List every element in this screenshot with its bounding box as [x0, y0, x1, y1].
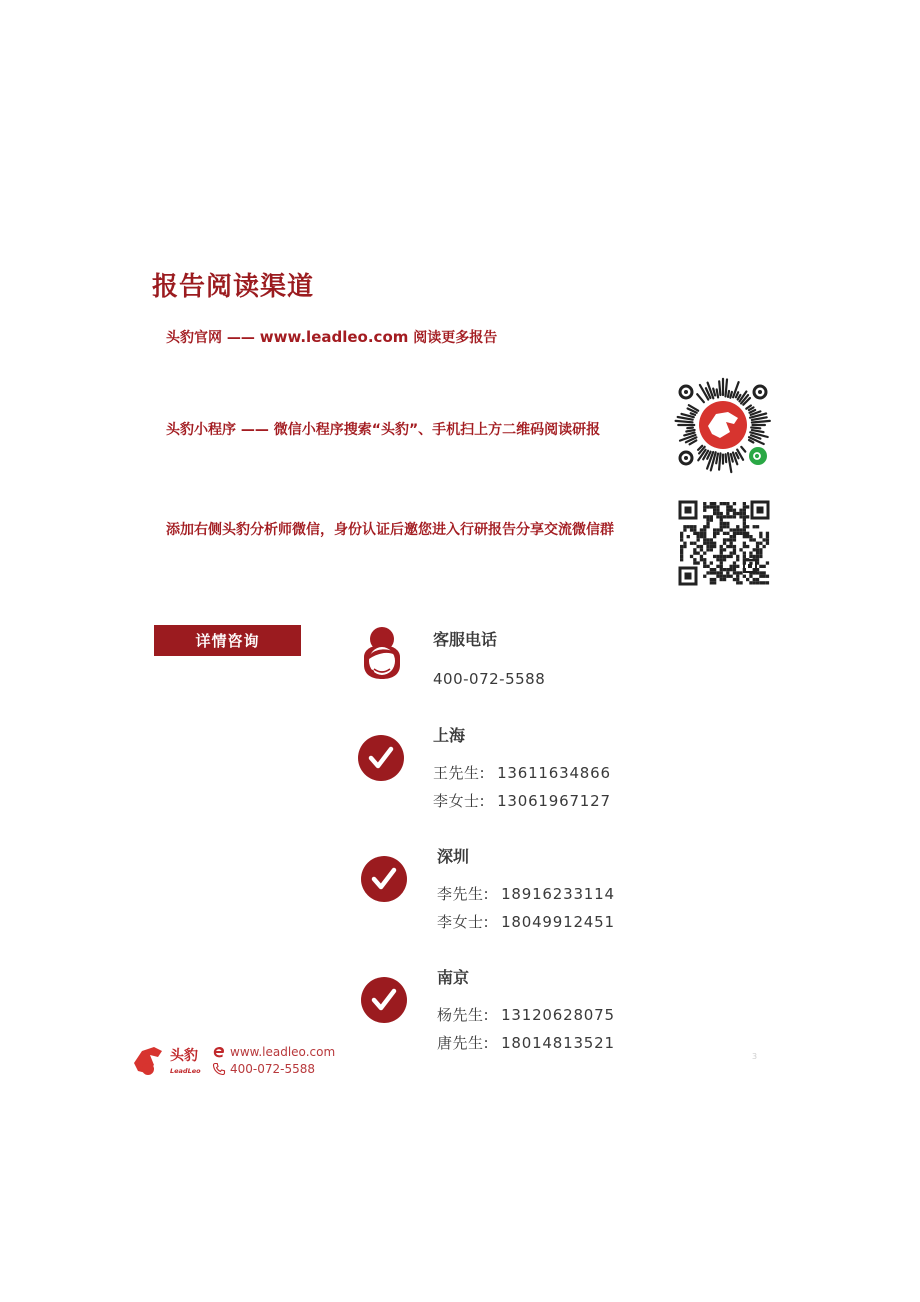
contact-phone: 18014813521: [501, 1034, 615, 1052]
contact-name: 唐先生:: [437, 1034, 490, 1052]
contact-name: 王先生:: [433, 764, 486, 782]
channel-website-prefix: 头豹官网 ——: [166, 330, 260, 346]
contact-name: 李女士:: [433, 792, 486, 810]
contact-row: [437, 911, 615, 932]
consult-button[interactable]: 详情咨询: [154, 625, 301, 656]
check-circle-icon: [360, 976, 408, 1024]
contact-phone: 13611634866: [497, 764, 611, 782]
contact-phone: 13061967127: [497, 792, 611, 810]
shenzhen-title: 深圳: [437, 847, 470, 866]
channel-website: [166, 327, 497, 347]
customer-service-icon: [356, 625, 408, 681]
contact-name: 李女士:: [437, 913, 490, 931]
footer-phone: 400-072-5588: [230, 1062, 316, 1076]
contact-phone: 18916233114: [501, 885, 615, 903]
check-circle-icon: [360, 855, 408, 903]
contact-row: [437, 1032, 615, 1053]
channel-mini-program: 头豹小程序 —— 微信小程序搜索“头豹”、手机扫上方二维码阅读研报: [166, 422, 601, 438]
check-circle-icon: [357, 734, 405, 782]
contact-row: [437, 1004, 615, 1025]
contact-phone: 18049912451: [501, 913, 615, 931]
mini-program-qr-icon: [672, 376, 774, 474]
shanghai-title: 上海: [433, 726, 466, 745]
contact-row: [433, 762, 611, 783]
page-number: 3: [752, 1052, 758, 1061]
logo-text: 头豹: [170, 1048, 198, 1064]
nanjing-title: 南京: [437, 968, 470, 987]
phone-icon: [212, 1062, 226, 1076]
leadleo-logo: [132, 1043, 204, 1079]
channel-website-suffix: 阅读更多报告: [408, 330, 498, 346]
contact-name: 杨先生:: [437, 1006, 490, 1024]
contact-row: [433, 790, 611, 811]
wechat-qr-icon: [678, 500, 770, 586]
logo-subtext: LeadLeo: [170, 1067, 201, 1075]
channel-wechat-group: 添加右侧头豹分析师微信，身份认证后邀您进入行研报告分享交流微信群: [166, 522, 614, 538]
contact-row: [437, 883, 615, 904]
contact-name: 李先生:: [437, 885, 490, 903]
page-title: 报告阅读渠道: [152, 272, 315, 302]
hotline-phone: 400-072-5588: [433, 670, 546, 688]
website-link[interactable]: www.leadleo.com: [259, 328, 409, 346]
hotline-title: 客服电话: [433, 630, 498, 649]
footer-website[interactable]: www.leadleo.com: [230, 1045, 336, 1059]
ie-icon: [212, 1045, 226, 1059]
contact-phone: 13120628075: [501, 1006, 615, 1024]
